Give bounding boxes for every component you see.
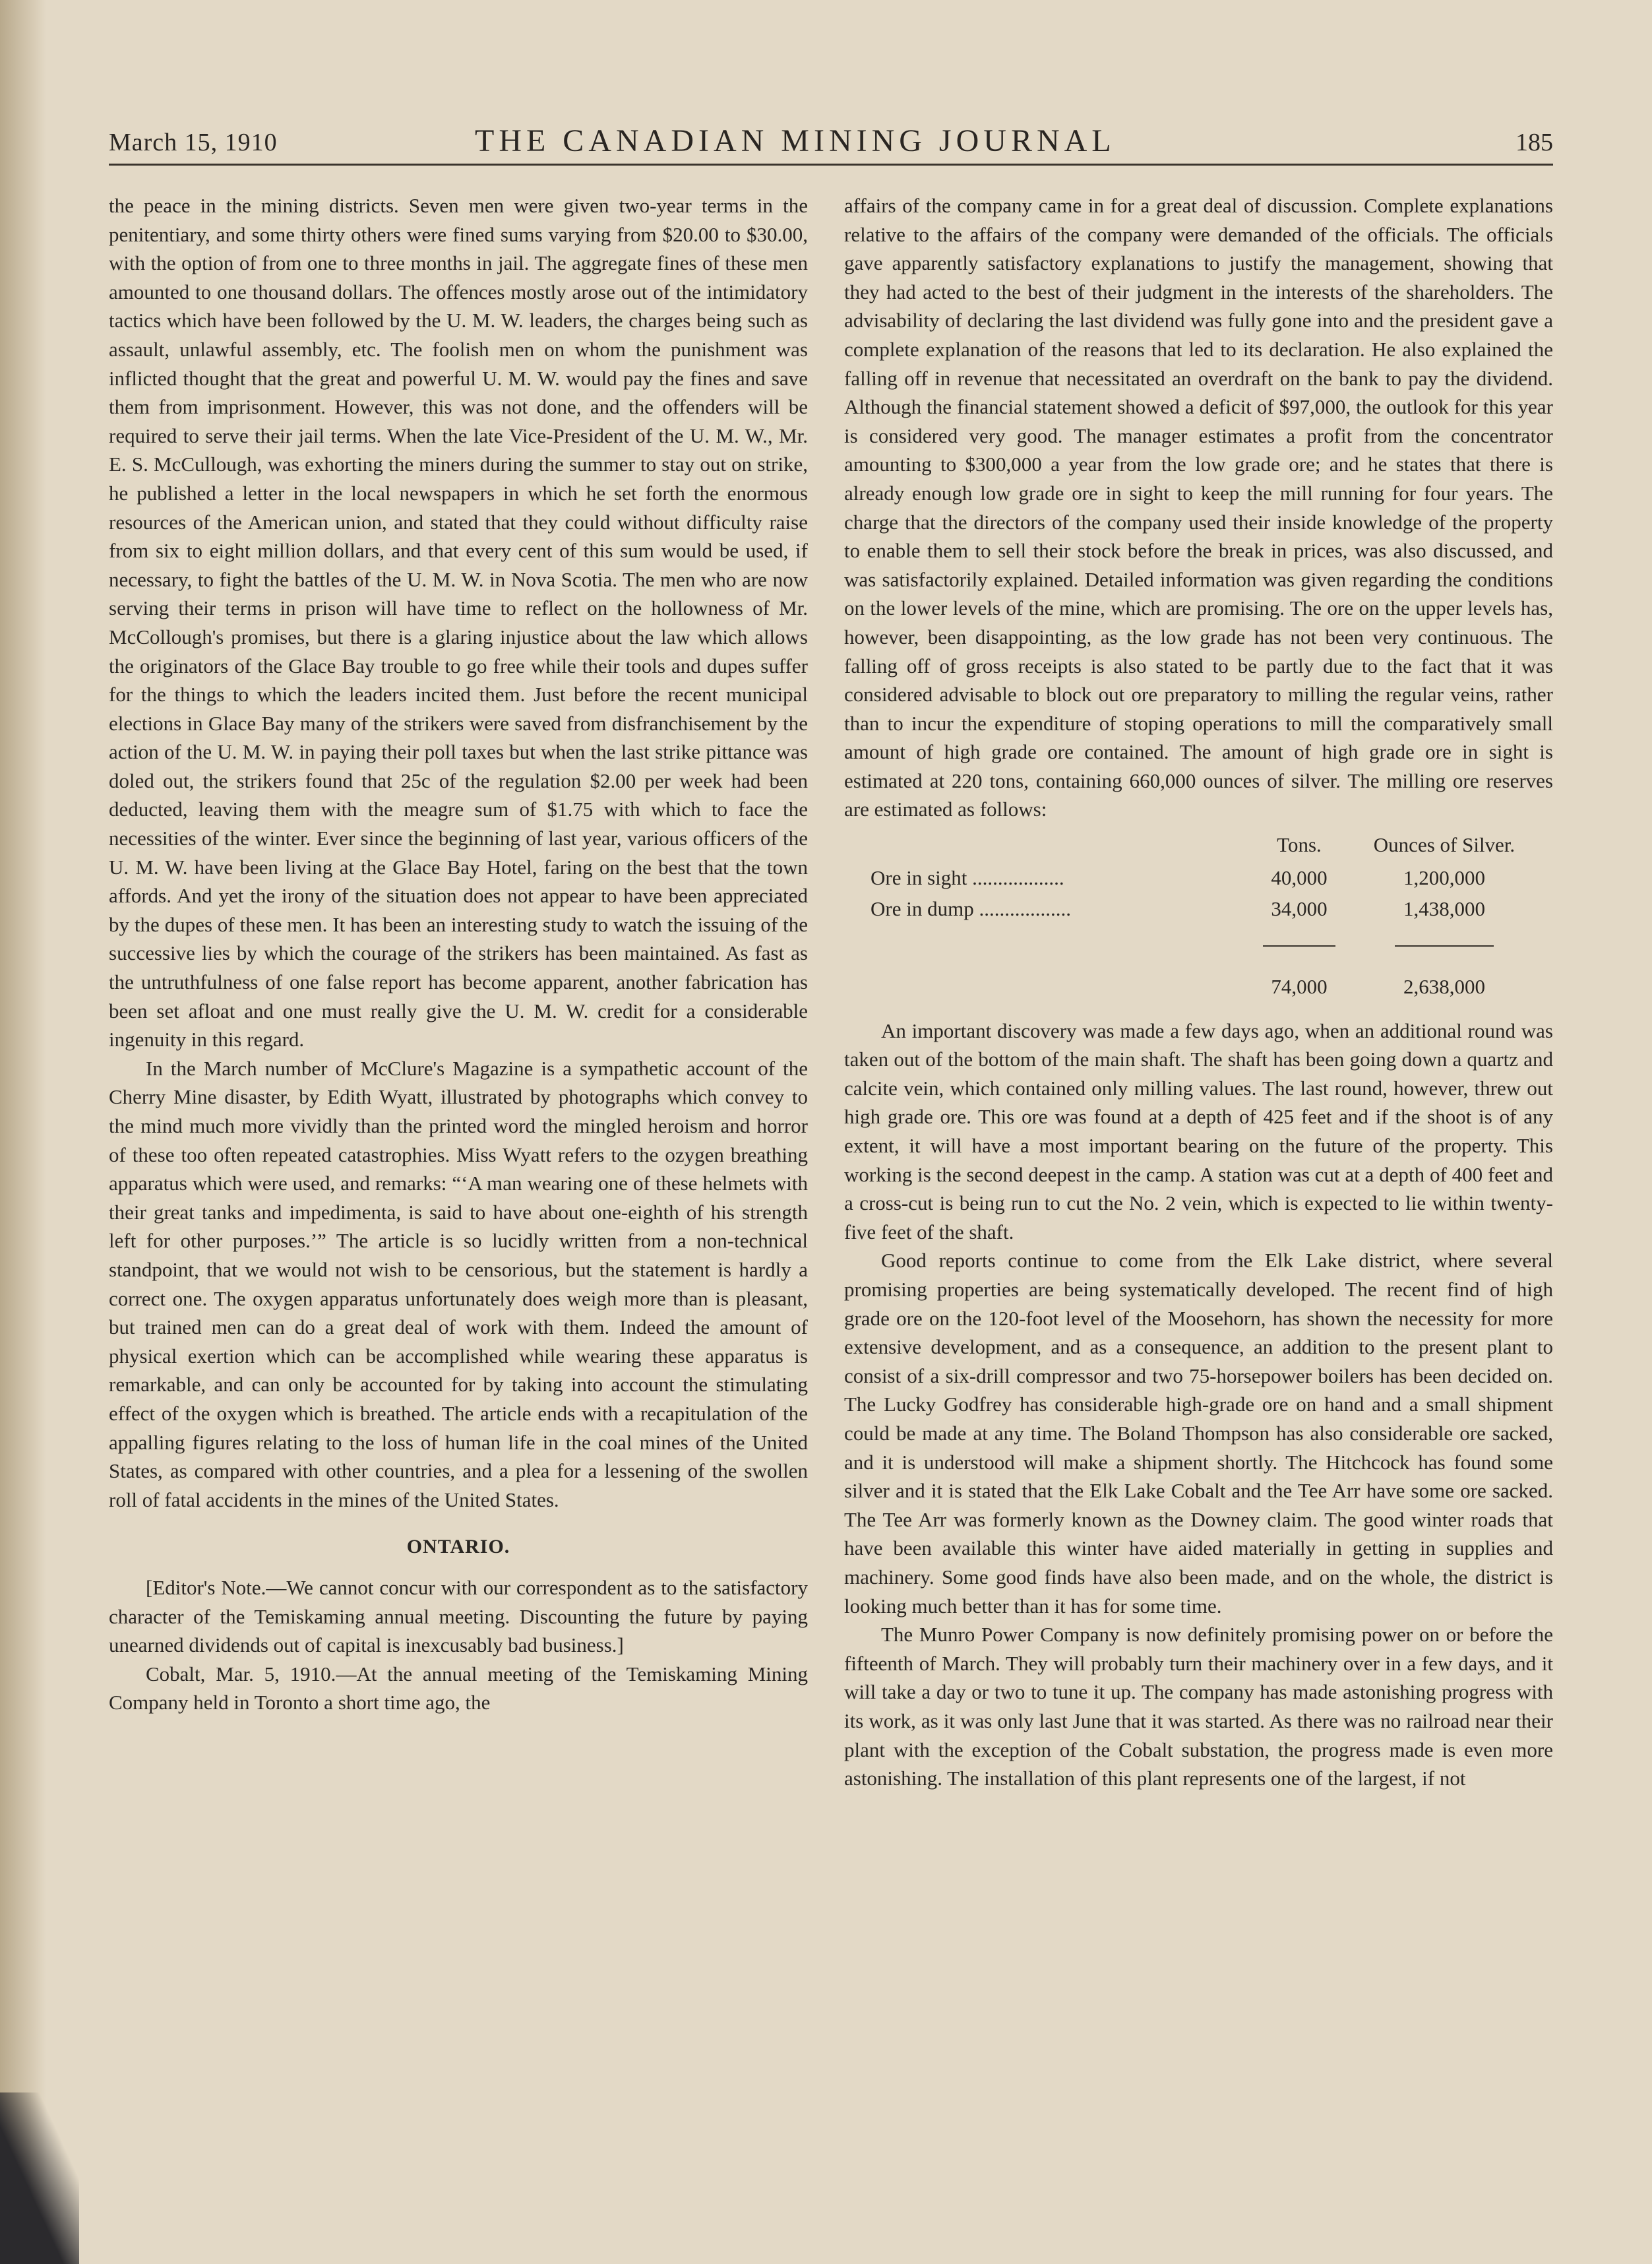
page-number: 185 xyxy=(1515,129,1553,156)
paragraph-temiskaming-start: —At the annual meeting of the Temiskaming Mining Company held in Toronto a short time ago, the xyxy=(109,1662,808,1714)
table-cell-tons: 40,000 xyxy=(1271,865,1328,889)
table-sum-rule-row xyxy=(871,926,1530,957)
paragraph-mcclures: In the March number of McClure's Magazine is a sympathetic account of the Cherry Mine disaster, by Edith Wyatt, illustrated by photographs which convey to the mind much more vividly than the printed word the mingled heroism and horror of these too often repeated catastrophies. Miss Wyatt refers to the ozygen breathing apparatus which were used, and remarks: “‘A man wearing one of these helmets with their great tanks and impedimenta, is said to have about one-eighth of his strength left for other purposes.’” The article is so lucidly written from a non-technical standpoint, that we would not wish to be censorious, but the statement is hardly a correct one. The oxygen apparatus unfortunately does weigh more than is pleasant, but trained men can do a great deal of work with them. Indeed the amount of physical exertion which can be accomplished while wearing these apparatus is remarkable, and can only be accounted for by taking into account the stimulating effect of the oxygen which is breathed. The article ends with a recapitulation of the appalling figures relating to the loss of human life in the coal mines of the United States, as compared with other countries, and a plea for a lessening of the swollen roll of fatal accidents in the mines of the United States. xyxy=(109,1056,808,1511)
paragraph-elk-lake: Good reports continue to come from the Elk Lake district, where several promising properties are being systematically developed. The recent find of high grade ore on the 120-foot level of the Moosehorn, has shown the necessity for more extensive development, and as a consequence, an addition to the present plant to consist of a six-drill compressor and two 75-horsepower boilers has been decided on. The Lucky Godfrey has considerable high-grade ore on hand and a small shipment could be made at any time. The Boland Thompson has also considerable ore sacked, and it is understood will make a shipment shortly. The Hitchcock has found some silver and it is stated that the Elk Lake Cobalt and the Tee Arr have some ore sacked. The Tee Arr was formerly known as the Downey claim. The good winter roads that have been available this winter have aided materially in getting in supplies and machinery. Some good finds have also been made, and on the whole, the district is looking much better than it has for some time. xyxy=(844,1249,1553,1618)
table-cell-label: Ore in dump .................. xyxy=(871,896,1071,920)
sum-rule-tons xyxy=(1263,945,1335,947)
dateline: Cobalt, Mar. 5, 1910. xyxy=(146,1662,336,1685)
table-total-row xyxy=(871,957,1530,1003)
paragraph-munro-power: The Munro Power Company is now definitely promising power on or before the fifteenth of March. They will probably turn their machinery over in a few days, and it will take a day or two to tune it up. The company has made astonishing progress with its work, as it was only last June that it was started. As there was no railroad near their plant with the exception of the Cobalt substation, the progress made is even more astonishing. The installation of this plant represents one of the largest, if not xyxy=(844,1623,1553,1790)
right-column xyxy=(844,191,1553,1793)
header-rule xyxy=(109,164,1553,166)
editor-note: [Editor's Note.—We cannot concur with our correspondent as to the satisfactory character of the Temiskaming annual meeting. Discounting the future by paying unearned dividends out of capital is inexcusably bad business.] xyxy=(109,1575,808,1657)
journal-title: THE CANADIAN MINING JOURNAL xyxy=(475,123,1116,158)
table-total-tons: 74,000 xyxy=(1271,974,1328,998)
table-cell-ounces: 1,200,000 xyxy=(1403,865,1485,889)
cobalt-paragraph xyxy=(109,1660,808,1717)
table-header-tons: Tons. xyxy=(1277,833,1322,857)
issue-date: March 15, 1910 xyxy=(109,129,278,156)
table-total-ounces: 2,638,000 xyxy=(1403,974,1485,998)
page-corner-shadow xyxy=(0,2092,79,2264)
table-cell-label: Ore in sight .................. xyxy=(871,865,1064,889)
paragraph-temiskaming-continued: affairs of the company came in for a great deal of discussion. Complete explanations relative to the affairs of the company were demanded of the officials. The officials gave apparently satisfactory explanations to justify the management, showing that they had acted to the best of their judgment in the interests of the shareholders. The advisability of declaring the last dividend was fully gone into and the president gave a complete explanation of the reasons that led to its declaration. He also explained the falling off in revenue that necessitated an overdraft on the bank to pay the dividend. Although the financial statement showed a deficit of $97,000, the outlook for this year is considered very good. The manager estimates a profit from the concentrator amounting to $300,000 a year from the low grade ore; and he states that there is already enough low grade ore in sight to keep the mill running for four years. The charge that the directors of the company used their inside knowledge of the property to enable them to sell their stock before the break in prices, was also discussed, and was satisfactorily explained. Detailed information was given regarding the conditions on the lower levels of the mine, which are promising. The ore on the upper levels has, however, been disappointing, as the low grade has not been very continuous. The falling off of gross receipts is also stated to be partly due to the fact that it was considered advisable to block out ore preparatory to milling the regular veins, rather than to incur the expenditure of stoping operations to mill the comparatively small amount of high grade ore contained. The amount of high grade ore in sight is estimated at 220 tons, containing 660,000 ounces of silver. The milling ore reserves are estimated as follows: xyxy=(844,194,1553,821)
section-heading-ontario: ONTARIO. xyxy=(406,1536,510,1558)
table-header-row xyxy=(871,831,1530,864)
table-cell-ounces: 1,438,000 xyxy=(1403,896,1485,920)
left-column xyxy=(109,191,808,1717)
running-header xyxy=(109,123,1553,162)
table-row xyxy=(871,895,1530,926)
sum-rule-ounces xyxy=(1395,945,1494,947)
table-header-blank xyxy=(871,831,1240,864)
page-binding-shadow xyxy=(0,0,46,2264)
ore-reserves-table xyxy=(871,831,1530,1003)
table-cell-tons: 34,000 xyxy=(1271,896,1328,920)
table-header-ounces: Ounces of Silver. xyxy=(1373,833,1515,857)
paragraph-glace-bay: the peace in the mining districts. Seven men were given two-year terms in the penitentiary, and some thirty others were fined sums varying from $20.00 to $30.00, with the option of from one to three months in jail. The aggregate fines of these men amounted to one thousand dollars. The offences mostly arose out of the intimidatory tactics which have been followed by the U. M. W. leaders, the charges being such as assault, unlawful assembly, etc. The foolish men on whom the punishment was inflicted thought that the great and powerful U. M. W. would pay the fines and save them from imprisonment. However, this was not done, and the offenders will be required to serve their jail terms. When the late Vice-President of the U. M. W., Mr. E. S. McCullough, was exhorting the miners during the summer to stay out on strike, he published a letter in the local newspapers in which he set forth the enormous resources of the American union, and stated that they could without difficulty raise from six to eight million dollars, and that every cent of this sum would be used, if necessary, to fight the battles of the U. M. W. in Nova Scotia. The men who are now serving their terms in prison will have time to reflect on the hollowness of Mr. McCollough's promises, but there is a glaring injustice about the law which allows the originators of the Glace Bay trouble to go free while their tools and dupes suffer for the things to which the leaders incited them. Just before the recent municipal elections in Glace Bay many of the strikers were saved from disfranchisement by the action of the U. M. W. in paying their poll taxes but when the last strike pittance was doled out, the strikers found that 25c of the regulation $2.00 per week had been deducted, leaving them with the meagre sum of $1.75 with which to face the necessities of the winter. Ever since the beginning of last year, various officers of the U. M. W. have been living at the Glace Bay Hotel, faring on the best that the town affords. And yet the irony of the situation does not appear to have been appreciated by the dupes of these men. It has been an interesting study to watch the issuing of the successive lies by which the courage of the strikers has been maintained. As fast as the untruthfulness of one false report has become apparent, another fabrication has been set afloat and one must really give the U. M. W. credit for a considerable ingenuity in this regard. xyxy=(109,194,808,1052)
table-row xyxy=(871,864,1530,895)
paragraph-discovery: An important discovery was made a few days ago, when an additional round was taken out of the bottom of the main shaft. The shaft has been going down a quartz and calcite vein, which contained only milling values. The last round, however, threw out high grade ore. This ore was found at a depth of 425 feet and if the shoot is of any extent, it will have a most important bearing on the future of the property. This working is the second deepest in the camp. A station was cut at a depth of 400 feet and a cross-cut is being run to cut the No. 2 vein, which is expected to lie within twenty-five feet of the shaft. xyxy=(844,1019,1553,1243)
